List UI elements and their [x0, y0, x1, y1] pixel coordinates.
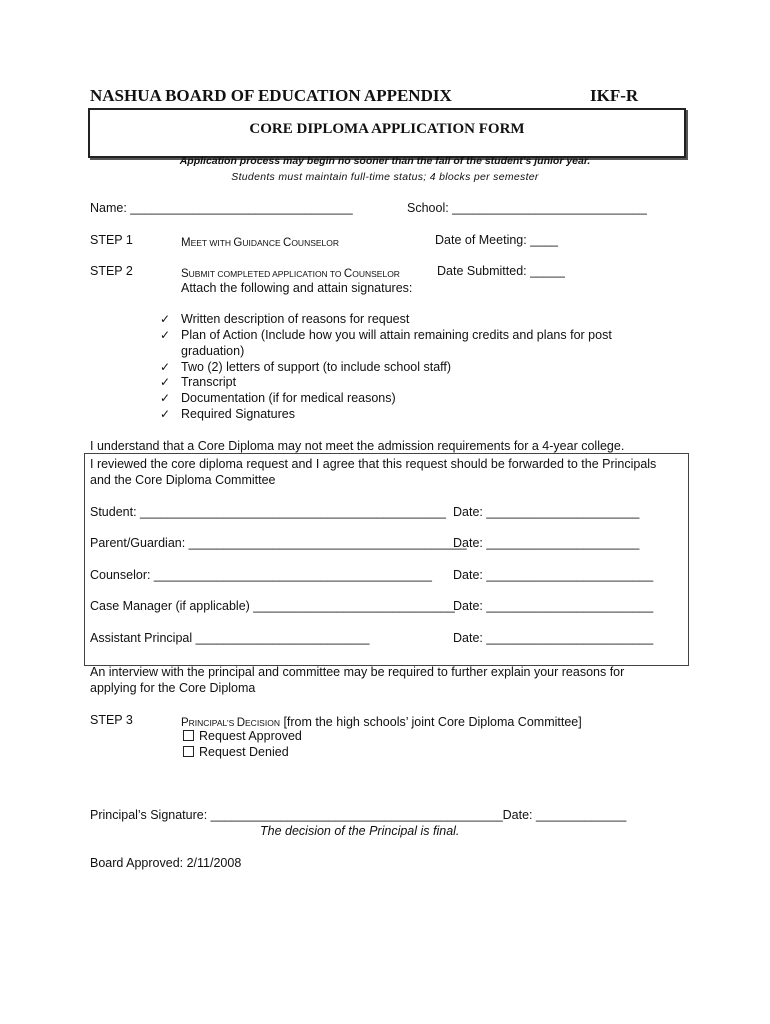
principal-signature-field[interactable]: Principal’s Signature: __________________________________________Date: _____________: [90, 808, 627, 822]
understand-statement: I understand that a Core Diploma may not meet the admission requirements for a 4-year college.: [90, 439, 625, 453]
interview-line-2: applying for the Core Diploma: [90, 681, 256, 695]
review-line-1: I reviewed the core diploma request and I agree that this request should be forwarded to the Principals: [90, 457, 657, 471]
check-icon: ✓: [160, 328, 171, 342]
school-field[interactable]: School: ____________________________: [407, 201, 647, 215]
step1-label: STEP 1: [90, 233, 133, 247]
counselor-signature-field[interactable]: Counselor: ________________________________________: [90, 568, 432, 582]
check-icon: ✓: [160, 312, 171, 326]
student-date-field[interactable]: Date: ______________________: [453, 505, 640, 519]
checklist-item: Documentation (if for medical reasons): [181, 391, 396, 405]
interview-line-1: An interview with the principal and committee may be required to further explain your reasons for: [90, 665, 625, 679]
case-manager-signature-field[interactable]: Case Manager (if applicable) _____________________________: [90, 599, 455, 613]
parent-signature-field[interactable]: Parent/Guardian: ________________________________________: [90, 536, 467, 550]
checklist-item: Transcript: [181, 375, 237, 389]
name-field[interactable]: Name: ________________________________: [90, 201, 353, 215]
assistant-principal-date-field[interactable]: Date: ________________________: [453, 631, 654, 645]
checklist-item: Two (2) letters of support (to include school staff): [181, 360, 452, 374]
check-icon: ✓: [160, 407, 171, 421]
student-signature-field[interactable]: Student: ____________________________________________: [90, 505, 446, 519]
meeting-date-field[interactable]: Date of Meeting: ____: [435, 233, 558, 247]
checklist-item: Required Signatures: [181, 407, 295, 421]
request-denied-option[interactable]: [183, 745, 289, 759]
counselor-date-field[interactable]: Date: ________________________: [453, 568, 654, 582]
review-line-2: and the Core Diploma Committee: [90, 473, 276, 487]
submitted-date-field[interactable]: Date Submitted: _____: [437, 264, 565, 278]
check-icon: ✓: [160, 360, 171, 374]
process-note: Application process may begin no sooner than the fall of the student’s junior year.: [179, 155, 591, 167]
checklist-item: Plan of Action (Include how you will attain remaining credits and plans for post: [181, 328, 612, 342]
appendix-code: IKF-R: [590, 86, 639, 105]
request-approved-label: Request Approved: [199, 729, 302, 743]
request-approved-checkbox[interactable]: [183, 730, 194, 741]
request-denied-label: Request Denied: [199, 745, 289, 759]
check-icon: ✓: [160, 375, 171, 389]
assistant-principal-signature-field[interactable]: Assistant Principal _________________________: [90, 631, 370, 645]
request-approved-option[interactable]: [183, 729, 302, 743]
request-denied-checkbox[interactable]: [183, 746, 194, 757]
form-title-box: [88, 108, 686, 158]
step2-label: STEP 2: [90, 264, 133, 278]
checklist-item: Written description of reasons for request: [181, 312, 410, 326]
checklist-item-continued: graduation): [181, 344, 245, 358]
step1-title: MEET WITH GUIDANCE COUNSELOR: [181, 237, 340, 249]
case-manager-date-field[interactable]: Date: ________________________: [453, 599, 654, 613]
decision-note: The decision of the Principal is final.: [260, 824, 460, 838]
parent-date-field[interactable]: Date: ______________________: [453, 536, 640, 550]
appendix-title: NASHUA BOARD OF EDUCATION APPENDIX: [90, 86, 452, 105]
step3-label: STEP 3: [90, 713, 133, 727]
step3-title: PRINCIPAL’S DECISION [from the high schools’ joint Core Diploma Committee]: [181, 715, 582, 729]
step2-instruction: Attach the following and attain signatures:: [181, 281, 413, 295]
step2-title: SUBMIT COMPLETED APPLICATION TO COUNSELOR: [181, 268, 400, 280]
form-title: CORE DIPLOMA APPLICATION FORM: [249, 121, 525, 137]
status-note: Students must maintain full-time status; 4 blocks per semester: [231, 171, 539, 183]
board-approved: Board Approved: 2/11/2008: [90, 856, 242, 870]
check-icon: ✓: [160, 391, 171, 405]
